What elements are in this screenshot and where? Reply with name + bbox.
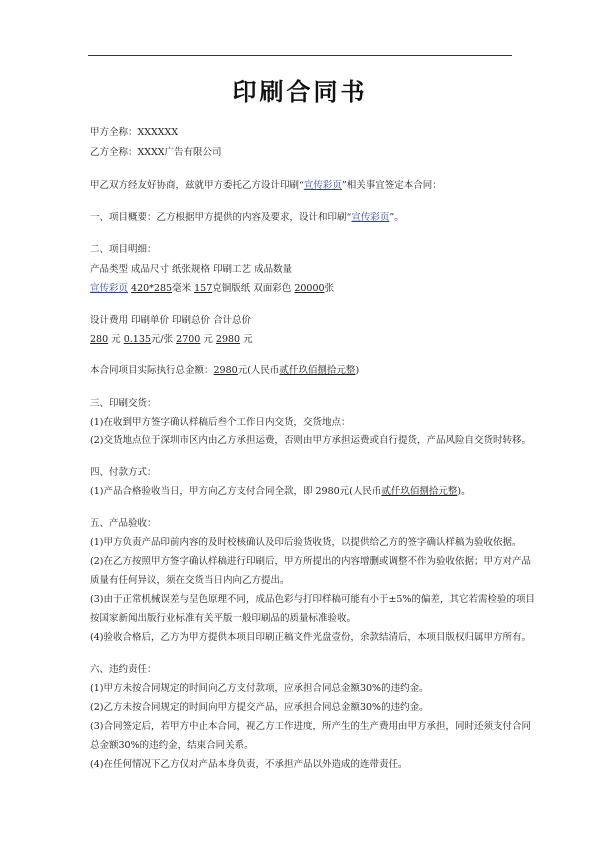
section6-line: (3)合同签定后，若甲方中止本合同，视乙方工作进度，所产生的生产费用由甲方承担，同时还须支付合同 xyxy=(90,721,531,732)
section5-line: (3)由于正常机械误差与呈色原理不同，成品色彩与打印样稿可能有小于±5%的偏差，其它若需检验的项目 xyxy=(90,594,535,605)
section4-heading: 四、付款方式： xyxy=(90,467,157,478)
product-size-unit: 毫米 xyxy=(172,283,192,294)
section4-words: 贰仟玖佰捌拾元整 xyxy=(381,486,458,497)
section6-line: 总金额30%的违约金，结束合同关系。 xyxy=(90,740,254,751)
overview-post: 。 xyxy=(394,212,404,223)
total-amount-line xyxy=(90,365,359,377)
overview-paragraph: 一、项目概要：乙方根据甲方提供的内容及要求，设计和印刷“宣传彩页”。 xyxy=(90,212,404,223)
intro-item-link[interactable]: 宣传彩页 xyxy=(303,180,342,191)
section5-line: (4)验收合格后，乙方为甲方提供本项目印刷正稿文件光盘壹份，余款结清后，本项目版权归属甲方所有。 xyxy=(90,632,531,643)
product-size: 420*285 xyxy=(131,283,173,294)
section6-line: (4)在任何情况下乙方仅对产品本身负责，不承担产品以外造成的连带责任。 xyxy=(90,759,408,770)
section5-line: (2)在乙方按照甲方签字确认样稿进行印刷后，甲方所提出的内容增删或调整不作为验收依据；甲方对产品 xyxy=(90,556,531,567)
section6-heading: 六、违约责任： xyxy=(90,664,157,675)
details-header: 产品类型 成品尺寸 纸张规格 印刷工艺 成品数量 xyxy=(90,264,293,275)
print-process: 双面彩色 xyxy=(253,283,292,294)
print-total-unit: 元 xyxy=(203,334,213,345)
section5-line: 质量有任何异议，须在交货当日内向乙方提出。 xyxy=(90,575,290,586)
cost-row xyxy=(90,334,253,346)
section5-line: (1)甲方负责产品印前内容的及时校核确认及印后验货收货，以提供给乙方的签字确认样稿为验收依据。 xyxy=(90,537,522,548)
product-type-link[interactable]: 宣传彩页 xyxy=(90,283,129,294)
total-words: 贰仟玖佰捌拾元整 xyxy=(279,365,356,376)
intro-paragraph: 甲乙双方经友好协商，兹就甲方委托乙方设计印刷“宣传彩页”相关事宜签定本合同： xyxy=(90,180,442,191)
intro-post: 相关事宜签定本合同： xyxy=(346,180,442,191)
section4-post: )。 xyxy=(457,486,471,497)
unit-price: 0.135 xyxy=(123,334,151,345)
section3-heading: 三、印刷交货： xyxy=(90,398,157,409)
paper-unit: 克铜版纸 xyxy=(212,283,251,294)
paper-weight: 157 xyxy=(194,283,213,294)
details-heading: 二、项目明细： xyxy=(90,244,157,255)
total-mid: 元(人民币 xyxy=(237,365,280,376)
total-post: ) xyxy=(355,365,360,376)
cost-header: 设计费用 印刷单价 印刷总价 合计总价 xyxy=(90,315,252,326)
section6-line: (2)乙方未按合同规定的时间向甲方提交产品，应承担合同总金额30%的违约金。 xyxy=(90,702,429,713)
section3-line: (2)交货地点位于深圳市区内由乙方承担运费，否则由甲方承担运费或自行提货，产品风险自交货时转移。 xyxy=(90,435,531,446)
section4-pre: (1)产品合格验收当日，甲方向乙方支付合同全款，即 2980元(人民币 xyxy=(90,486,382,497)
overview-pre: 一、项目概要：乙方根据甲方提供的内容及要求，设计和印刷 xyxy=(90,212,347,223)
print-total: 2700 xyxy=(176,334,201,345)
document-title: 印刷合同书 xyxy=(232,77,368,106)
grand-total: 2980 xyxy=(215,334,241,345)
overview-item-link[interactable]: 宣传彩页 xyxy=(351,212,390,223)
top-rule xyxy=(88,55,512,56)
intro-pre: 甲乙双方经友好协商，兹就甲方委托乙方设计印刷 xyxy=(90,180,300,191)
total-pre: 本合同项目实际执行总金额： xyxy=(90,365,214,376)
grand-total-unit: 元 xyxy=(243,334,253,345)
design-fee: 280 xyxy=(90,334,109,345)
section3-line: (1)在收到甲方签字确认样稿后叁个工作日内交货，交货地点： xyxy=(90,417,351,428)
total-amount: 2980 xyxy=(213,365,238,376)
details-row xyxy=(90,283,334,295)
section5-line: 按国家新闻出版行业标准有关平版一般印刷品的质量标准验收。 xyxy=(90,613,357,624)
design-fee-unit: 元 xyxy=(111,334,121,345)
party-a: 甲方全称：XXXXXX xyxy=(90,127,179,138)
section5-heading: 五、产品验收： xyxy=(90,518,157,529)
quantity: 20000 xyxy=(294,283,325,294)
unit-price-unit: 元/张 xyxy=(150,334,174,345)
quantity-unit: 张 xyxy=(324,283,335,294)
party-b: 乙方全称：XXXX广告有限公司 xyxy=(90,147,222,158)
section4-line xyxy=(90,486,471,498)
section6-line: (1)甲方未按合同规定的时间向乙方支付款项，应承担合同总金额30%的违约金。 xyxy=(90,683,429,694)
